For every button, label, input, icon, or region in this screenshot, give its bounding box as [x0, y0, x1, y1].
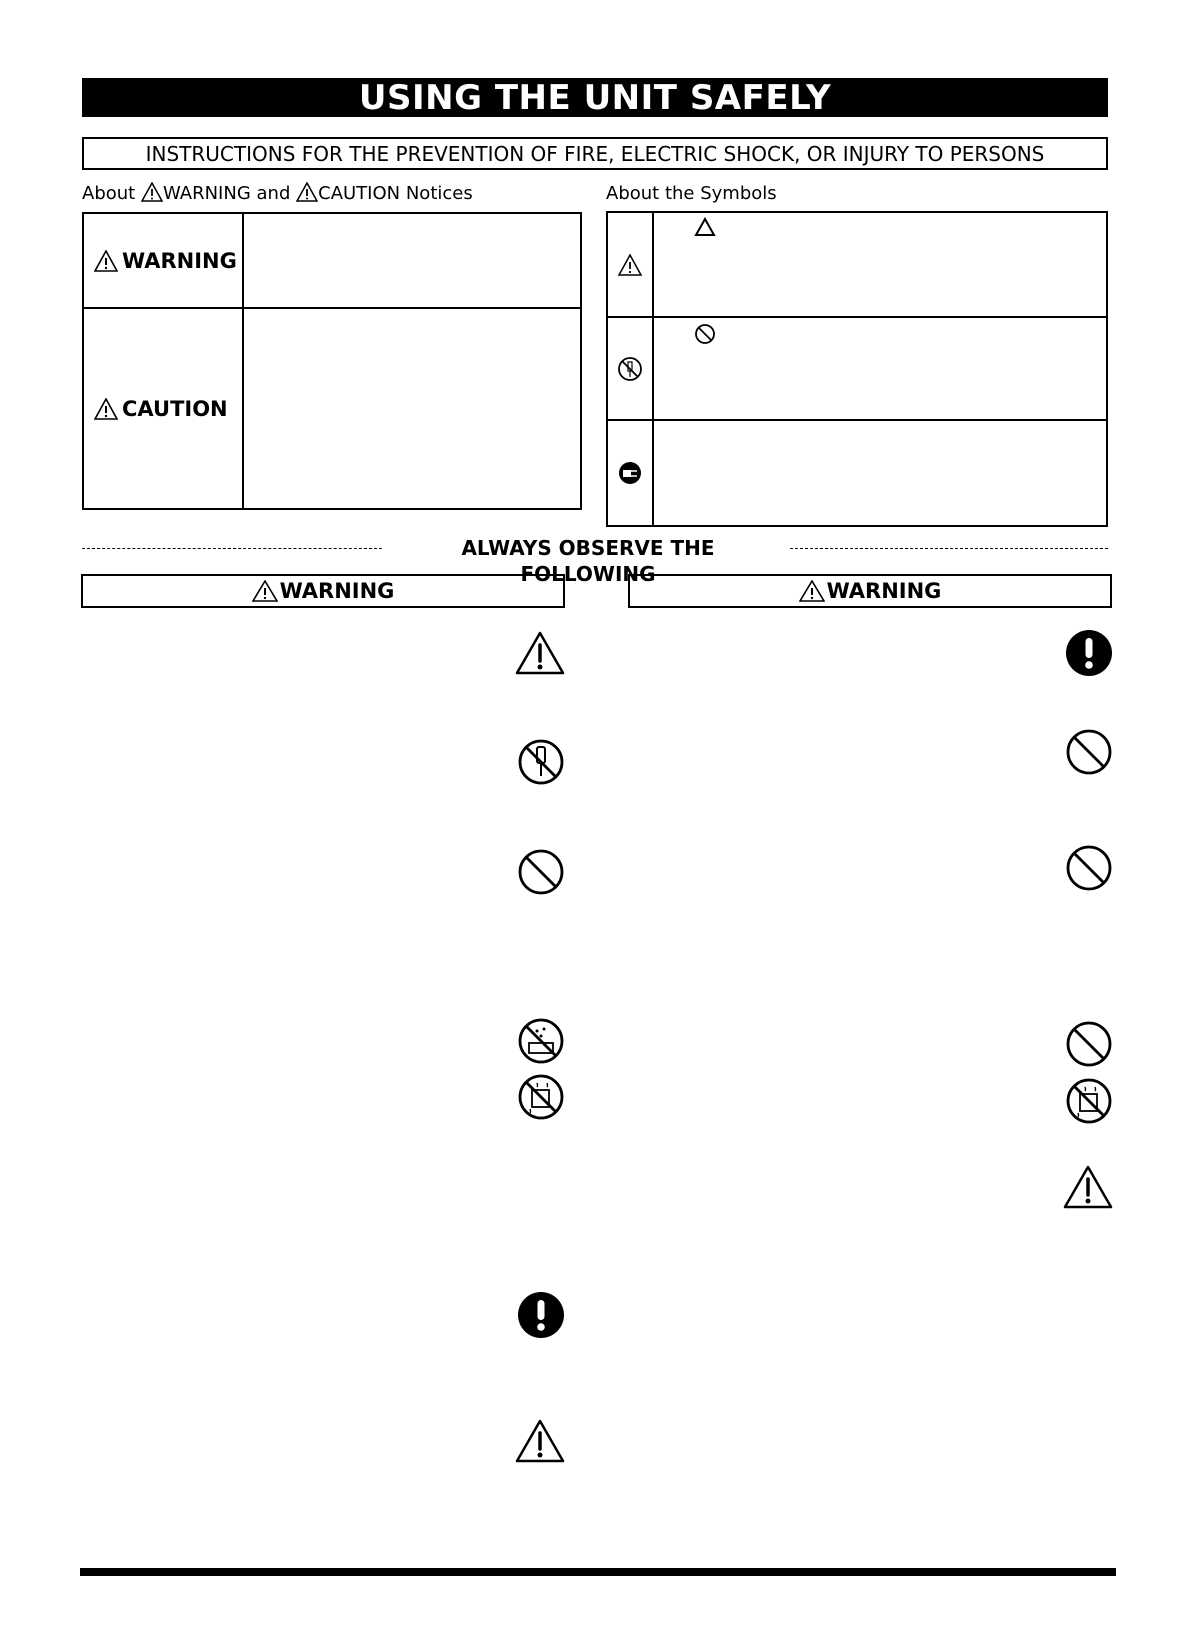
warning-triangle-icon	[94, 250, 118, 272]
notice-label-caution	[84, 309, 244, 508]
notice-label-warning	[84, 214, 244, 307]
notices-label-and: and	[256, 183, 291, 204]
symbol-cell	[608, 213, 654, 316]
do-not-expose-to-water-icon	[517, 1017, 565, 1065]
notices-section-label	[82, 182, 473, 205]
left-warning-header	[81, 574, 565, 608]
unplug-icon	[617, 460, 643, 486]
warning-triangle-icon	[514, 630, 566, 676]
symbol-cell	[608, 318, 654, 419]
right-warning-header-text: WARNING	[826, 579, 942, 603]
notices-label-caution: CAUTION Notices	[318, 183, 473, 204]
mandatory-action-icon	[1065, 629, 1113, 677]
prohibition-icon	[517, 848, 565, 896]
notice-label-warning-text: WARNING	[122, 248, 237, 273]
bottom-rule	[80, 1568, 1116, 1576]
do-not-disassemble-icon	[517, 738, 565, 786]
notices-label-prefix: About	[82, 183, 136, 204]
symbol-cell	[608, 421, 654, 525]
notice-label-caution-text: CAUTION	[122, 396, 228, 421]
symbol-row-unplug	[608, 421, 1106, 525]
symbol-row-prohibition	[608, 318, 1106, 421]
triangle-outline-icon	[694, 217, 716, 237]
warning-triangle-icon	[296, 182, 318, 202]
caution-triangle-icon	[617, 253, 643, 277]
symbols-table	[606, 211, 1108, 527]
page-title: USING THE UNIT SAFELY	[82, 78, 1108, 117]
warning-triangle-icon	[1062, 1164, 1114, 1210]
warning-triangle-icon	[514, 1418, 566, 1464]
do-not-get-wet-icon	[1065, 1077, 1113, 1125]
notice-row-caution	[84, 309, 580, 508]
dashed-divider-right	[790, 548, 1108, 549]
prohibition-icon	[1065, 1020, 1113, 1068]
page-subtitle: INSTRUCTIONS FOR THE PREVENTION OF FIRE, ELECTRIC SHOCK, OR INJURY TO PERSONS	[82, 137, 1108, 170]
prohibition-icon	[1065, 844, 1113, 892]
always-observe-heading: ALWAYS OBSERVE THE FOLLOWING	[461, 536, 715, 586]
notices-label-warning: WARNING	[162, 183, 251, 204]
prohibition-circle-icon	[694, 323, 716, 345]
prohibition-icon	[1065, 728, 1113, 776]
warning-triangle-icon	[141, 182, 163, 202]
symbol-row-caution	[608, 213, 1106, 318]
right-warning-header	[628, 574, 1112, 608]
prohibition-disassemble-icon	[617, 356, 643, 382]
warning-triangle-icon	[252, 580, 278, 602]
warning-triangle-icon	[94, 398, 118, 420]
notices-table	[82, 212, 582, 510]
warning-triangle-icon	[799, 580, 825, 602]
notice-row-warning	[84, 214, 580, 309]
left-warning-header-text: WARNING	[279, 579, 395, 603]
do-not-get-wet-icon	[517, 1073, 565, 1121]
mandatory-action-icon	[517, 1291, 565, 1339]
symbols-section-label: About the Symbols	[606, 183, 777, 204]
dashed-divider-left	[82, 548, 382, 549]
